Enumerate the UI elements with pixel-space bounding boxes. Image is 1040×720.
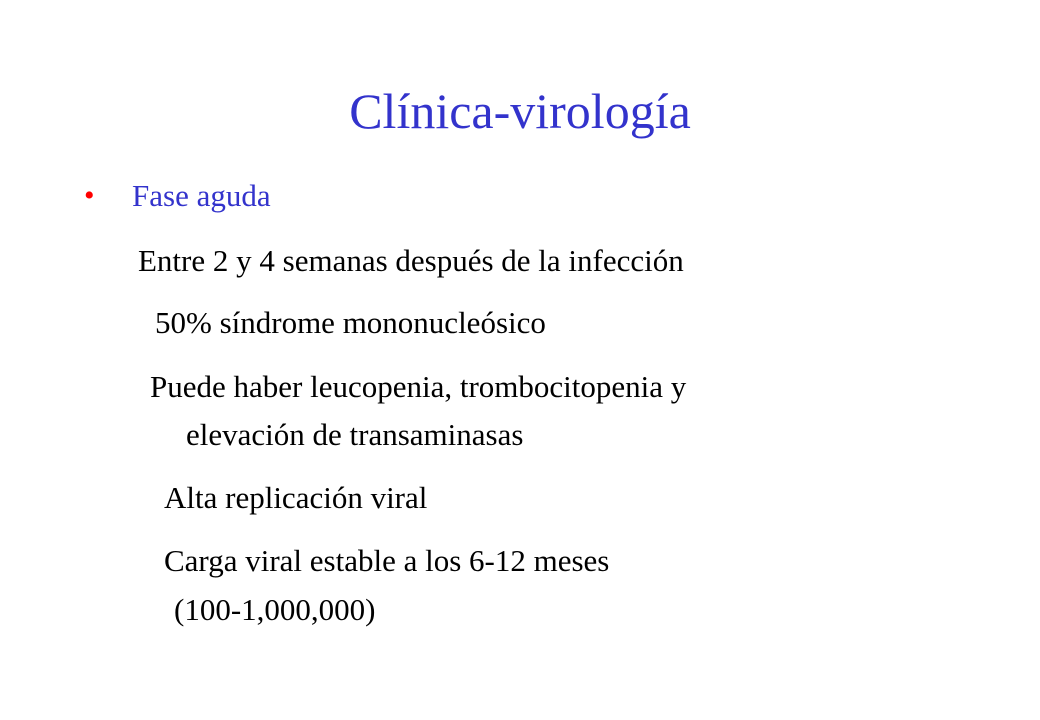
text-line-lab-findings: Puede haber leucopenia, trombocitopenia y: [150, 369, 687, 404]
text-line-replication: Alta replicación viral: [164, 480, 428, 515]
text-line-onset: Entre 2 y 4 semanas después de la infección: [138, 243, 684, 278]
text-line-mononucleosis: 50% síndrome mononucleósico: [155, 305, 546, 340]
slide-title: Clínica-virología: [349, 83, 691, 139]
bullet-marker: •: [84, 179, 95, 212]
text-line-viral-load-range: (100-1,000,000): [174, 592, 376, 627]
text-line-viral-load: Carga viral estable a los 6-12 meses: [164, 543, 610, 578]
text-line-lab-findings-cont: elevación de transaminasas: [186, 417, 524, 452]
bullet-label: Fase aguda: [132, 178, 271, 213]
